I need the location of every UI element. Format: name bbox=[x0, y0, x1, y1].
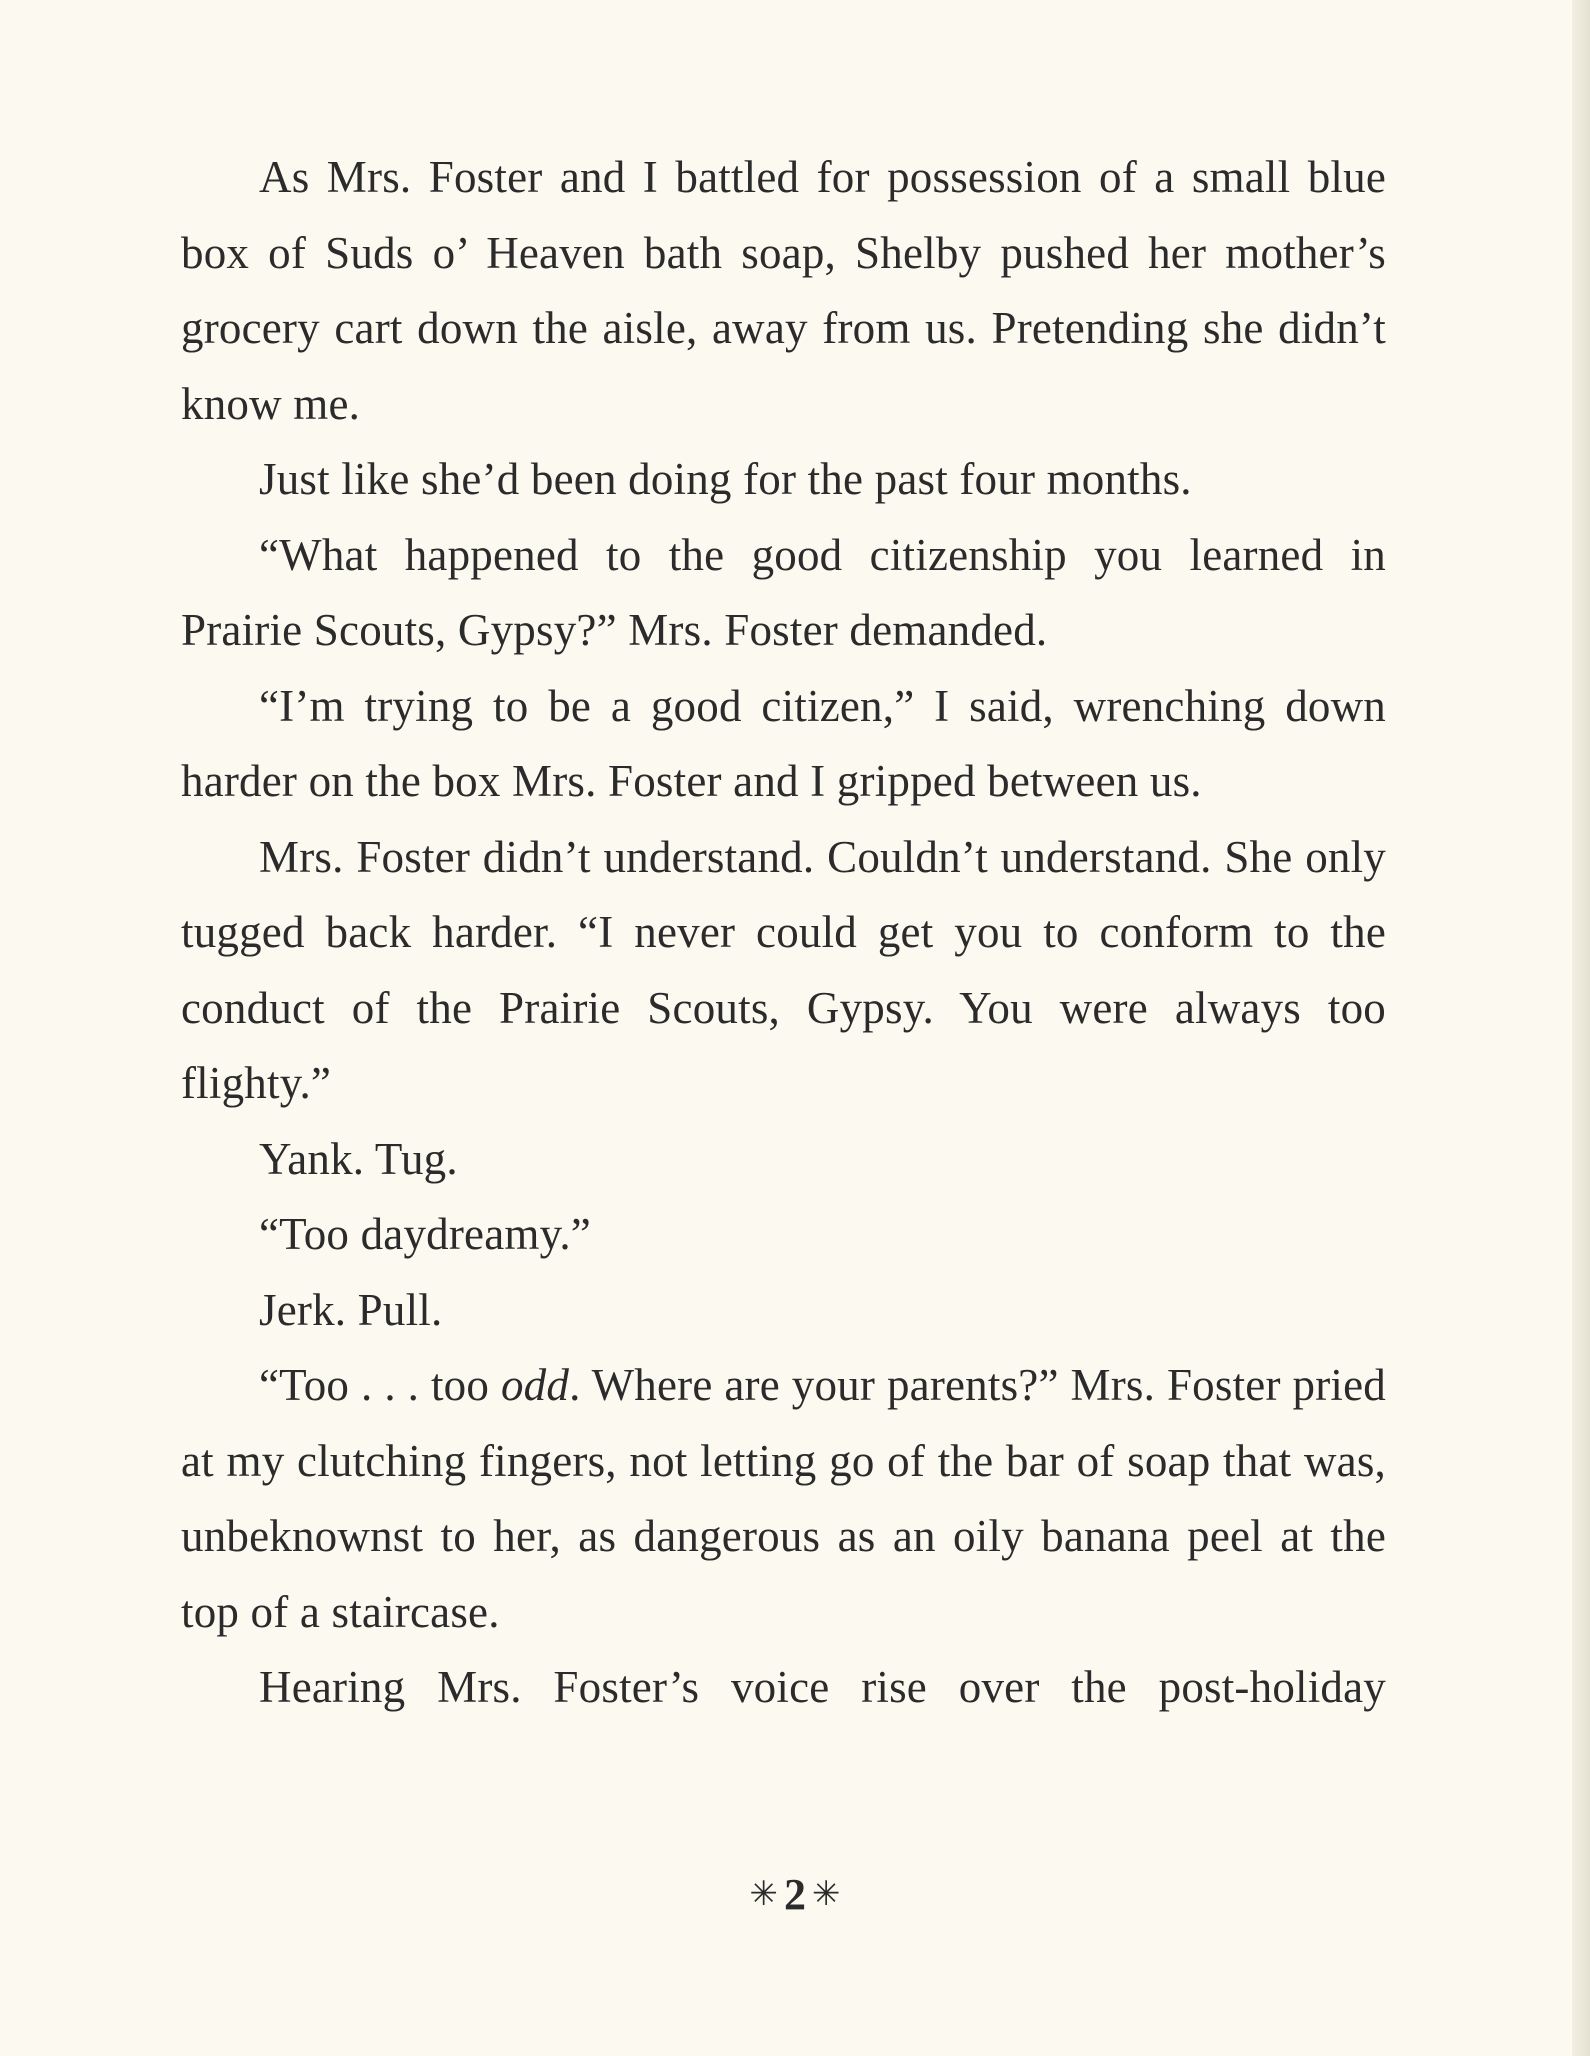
paragraph-6: Yank. Tug. bbox=[259, 1133, 458, 1184]
paragraph-9: “Too . . . too odd. Where are your parents?” Mrs. Foster pried at my clutching fingers, not letting go of the bar of soap that was, unbeknownst to her, as dangerous as an oily banana peel at the top of a staircase. bbox=[181, 1360, 1386, 1637]
page-number: 2 bbox=[784, 1870, 806, 1919]
asterisk-ornament-icon: ✳ bbox=[812, 1874, 841, 1914]
paragraph-4: “I’m trying to be a good citizen,” I said, wrenching down harder on the box Mrs. Foster and I gripped between us. bbox=[181, 680, 1386, 806]
paragraph-10: Hearing Mrs. Foster’s voice rise over the post-holiday bbox=[259, 1662, 1386, 1712]
paragraph-1: As Mrs. Foster and I battled for possession of a small blue box of Suds o’ Heaven bath soap, Shelby pushed her mother’s grocery cart down the aisle, away from us. Pretending she didn’t know me. bbox=[181, 152, 1386, 429]
paragraph-7: “Too daydreamy.” bbox=[259, 1209, 591, 1259]
page-edge-shadow bbox=[1572, 0, 1590, 2056]
body-text bbox=[181, 140, 1386, 1726]
paragraph-8: Jerk. Pull. bbox=[259, 1284, 443, 1335]
paragraph-2: Just like she’d been doing for the past four months. bbox=[259, 454, 1192, 504]
emphasis-odd: odd bbox=[500, 1360, 570, 1410]
page-number-footer bbox=[0, 1864, 1590, 1925]
asterisk-ornament-icon: ✳ bbox=[749, 1874, 778, 1914]
paragraph-3: “What happened to the good citizenship you learned in Prairie Scouts, Gypsy?” Mrs. Foster demanded. bbox=[181, 529, 1386, 655]
paragraph-5: Mrs. Foster didn’t understand. Couldn’t understand. She only tugged back harder. “I never could get you to conform to the conduct of the Prairie Scouts, Gypsy. You were always too flighty.” bbox=[181, 831, 1386, 1108]
